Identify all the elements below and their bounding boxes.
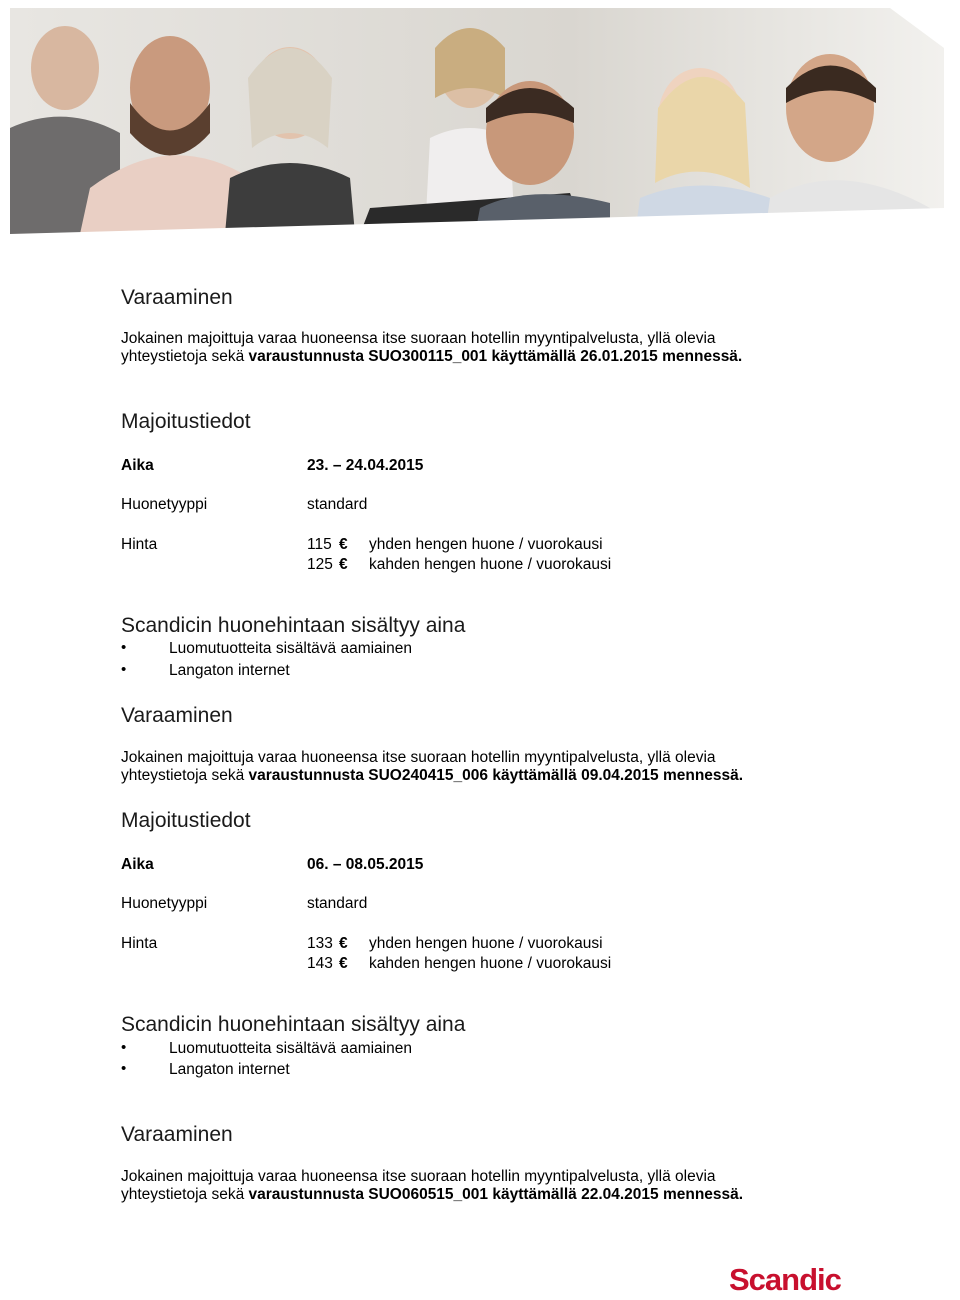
bullet-icon: •	[121, 1060, 127, 1077]
header-photo	[10, 8, 944, 234]
euro-sign: €	[339, 536, 348, 553]
date-value: 23. – 24.04.2015	[307, 457, 424, 474]
price-label: Hinta	[121, 935, 158, 952]
price-label: Hinta	[121, 536, 158, 553]
bullet-icon: •	[121, 1039, 127, 1056]
booking-code-text: varaustunnusta SUO240415_006 käyttämällä 09.04.2015 mennessä.	[248, 767, 744, 784]
euro-sign: €	[339, 955, 348, 972]
list-item-text: Langaton internet	[169, 662, 290, 679]
room-type-label: Huonetyyppi	[121, 496, 208, 513]
includes-title: Scandicin huonehintaan sisältyy aina	[121, 614, 466, 637]
text-prefix: yhteystietoja sekä	[121, 348, 249, 365]
paragraph-line	[121, 767, 743, 785]
paragraph-line: Jokainen majoittuja varaa huoneensa itse suoraan hotellin myyntipalvelusta, yllä olevia	[121, 749, 716, 766]
booking-code-text: varaustunnusta SUO300115_001 käyttämällä 26.01.2015 mennessä.	[248, 348, 743, 365]
bullet-icon: •	[121, 661, 127, 678]
room-type-value: standard	[307, 895, 368, 912]
price-description: kahden hengen huone / vuorokausi	[369, 955, 612, 972]
section-heading: Varaaminen	[121, 286, 233, 309]
price-description: yhden hengen huone / vuorokausi	[369, 935, 603, 952]
section-heading: Varaaminen	[121, 1123, 233, 1146]
list-item-text: Luomutuotteita sisältävä aamiainen	[169, 640, 412, 657]
euro-sign: €	[339, 556, 348, 573]
includes-title: Scandicin huonehintaan sisältyy aina	[121, 1013, 466, 1036]
paragraph-line	[121, 1186, 743, 1204]
price-amount: 115	[307, 536, 332, 553]
text-prefix: yhteystietoja sekä	[121, 767, 249, 784]
section-heading: Varaaminen	[121, 704, 233, 727]
booking-code-text: varaustunnusta SUO060515_001 käyttämällä 22.04.2015 mennessä.	[248, 1186, 744, 1203]
text-prefix: yhteystietoja sekä	[121, 1186, 249, 1203]
date-value: 06. – 08.05.2015	[307, 856, 424, 873]
price-amount: 125	[307, 556, 333, 573]
list-item-text: Luomutuotteita sisältävä aamiainen	[169, 1040, 412, 1057]
paragraph-line: Jokainen majoittuja varaa huoneensa itse suoraan hotellin myyntipalvelusta, yllä olevia	[121, 330, 716, 347]
scandic-logo: Scandic	[729, 1262, 841, 1297]
paragraph-line: Jokainen majoittuja varaa huoneensa itse suoraan hotellin myyntipalvelusta, yllä olevia	[121, 1168, 716, 1185]
price-description: kahden hengen huone / vuorokausi	[369, 556, 612, 573]
room-type-value: standard	[307, 496, 368, 513]
section-title: Majoitustiedot	[121, 410, 251, 433]
paragraph-line	[121, 348, 742, 366]
price-amount: 143	[307, 955, 333, 972]
date-label: Aika	[121, 457, 154, 474]
section-title: Majoitustiedot	[121, 809, 251, 832]
list-item-text: Langaton internet	[169, 1061, 290, 1078]
euro-sign: €	[339, 935, 348, 952]
bullet-icon: •	[121, 639, 127, 656]
price-description: yhden hengen huone / vuorokausi	[369, 536, 603, 553]
date-label: Aika	[121, 856, 154, 873]
room-type-label: Huonetyyppi	[121, 895, 208, 912]
price-amount: 133	[307, 935, 333, 952]
